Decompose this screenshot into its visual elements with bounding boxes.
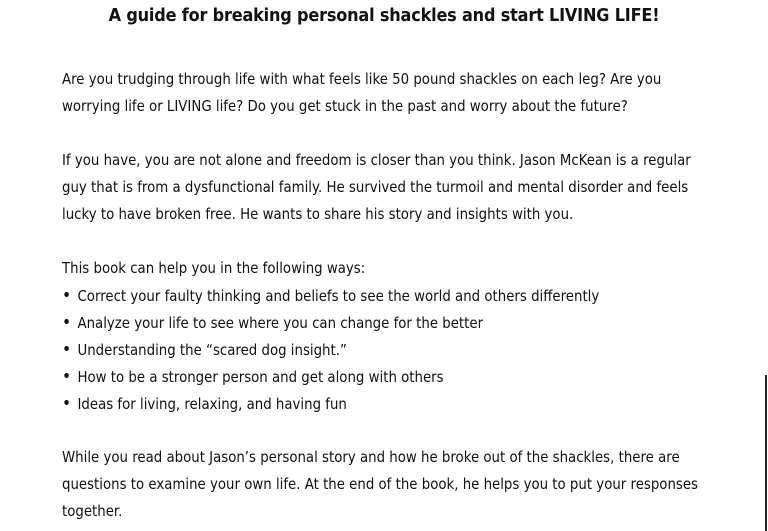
paragraph-1-line-2: worrying life or LIVING life? Do you get stuck in the past and worry about the future?	[62, 97, 628, 115]
paragraph-2-line-2: guy that is from a dysfunctional family. He survived the turmoil and mental disorder and feels	[62, 178, 689, 196]
bullet-icon: •	[62, 285, 72, 306]
paragraph-2-line-3: lucky to have broken free. He wants to share his story and insights with you.	[62, 205, 574, 223]
list-item	[62, 282, 664, 309]
list-item-text: How to be a stronger person and get along with others	[77, 368, 444, 386]
document-body	[62, 66, 762, 525]
paragraph-1-line-1: Are you trudging through life with what feels like 50 pound shackles on each leg? Are you	[62, 70, 662, 88]
paragraph-4-line-3: together.	[62, 502, 123, 520]
list-item-text: Correct your faulty thinking and beliefs to see the world and others differently	[77, 287, 600, 305]
list-item-text: Understanding the “scared dog insight.”	[77, 341, 347, 359]
paragraph-gap	[62, 120, 762, 147]
bullet-icon: •	[62, 393, 72, 414]
list-intro: This book can help you in the following ways:	[62, 259, 366, 277]
bullet-icon: •	[62, 366, 72, 387]
list-item	[62, 336, 664, 363]
list-item-text: Analyze your life to see where you can change for the better	[77, 314, 484, 332]
paragraph-4-line-2: questions to examine your own life. At the end of the book, he helps you to put your responses	[62, 475, 699, 493]
paragraph-4-line-1: While you read about Jason’s personal story and how he broke out of the shackles, there are	[62, 448, 680, 466]
list-item	[62, 390, 664, 417]
paragraph-gap	[62, 228, 762, 255]
bullet-icon: •	[62, 339, 72, 360]
paragraph-gap	[62, 417, 762, 444]
bullet-icon: •	[62, 312, 72, 333]
document-title: A guide for breaking personal shackles and start LIVING LIFE!	[108, 6, 660, 26]
page-edge-divider	[765, 375, 767, 531]
paragraph-2-line-1: If you have, you are not alone and freedom is closer than you think. Jason McKean is a regular	[62, 151, 691, 169]
list-item	[62, 363, 664, 390]
list-item	[62, 309, 664, 336]
list-item-text: Ideas for living, relaxing, and having fun	[77, 395, 347, 413]
